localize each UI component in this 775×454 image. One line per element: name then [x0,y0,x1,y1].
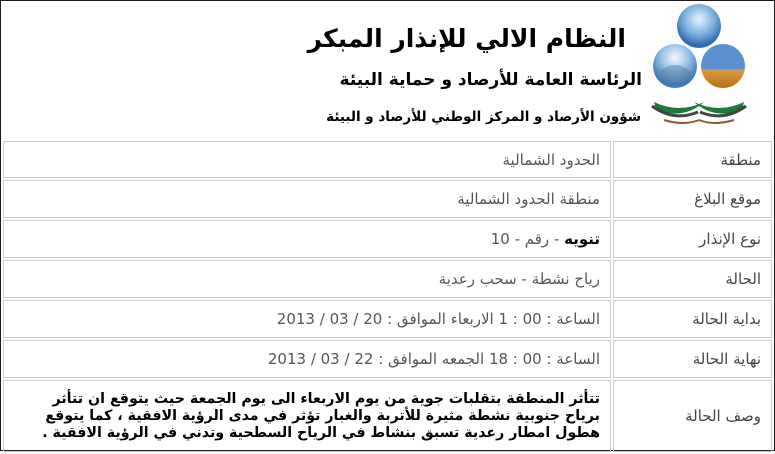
region-value: الحدود الشمالية [3,141,611,178]
condition-label: الحالة [613,260,772,298]
table-row [3,220,772,258]
table-row [3,340,772,378]
authority-logo-icon [644,2,754,136]
end-time-label: نهاية الحالة [613,340,772,378]
region-label: منطقة [613,141,772,178]
table-row [3,260,772,298]
table-row [3,141,772,178]
organization-name: الرئاسة العامة للأرصاد و حماية البيئة [339,70,642,90]
warning-type-number: - رقم - 10 [490,230,565,248]
end-time-value: الساعة : 00 : 18 الجمعه الموافق : 22 / 03 / 2013 [3,340,611,378]
warning-type-label: نوع الإنذار [613,220,772,258]
table-row [3,180,772,218]
condition-value: رياح نشطة - سحب رعدية [3,260,611,298]
report-location-value: منطقة الحدود الشمالية [3,180,611,218]
start-time-label: بداية الحالة [613,300,772,338]
table-row [3,300,772,338]
report-location-label: موقع البلاغ [613,180,772,218]
page-title: النظام الالي للإنذار المبكر [307,24,626,53]
warning-type-value [3,220,611,258]
start-time-value: الساعة : 00 : 1 الاربعاء الموافق : 20 / 03 / 2013 [3,300,611,338]
warning-details-table [1,139,774,454]
description-label: وصف الحالة [613,380,772,452]
table-row [3,380,772,452]
description-value: تتأثر المنطقة بتقلبات جوية من يوم الاربعاء الى يوم الجمعة حيث يتوقع ان تتأثر برياح جنوبية نشطة مثيرة للأتربة والغبار تؤثر في مدى الرؤية الافقية ، كما يتوقع هطول امطار رعدية تسبق بنشاط في الرياح السطحية وتدني في الرؤية الافقية . [3,380,611,452]
department-name: شؤون الأرصاد و المركز الوطني للأرصاد و البيئة [326,109,641,125]
report-header [307,2,774,136]
warning-type-name: تنويه [564,230,600,248]
